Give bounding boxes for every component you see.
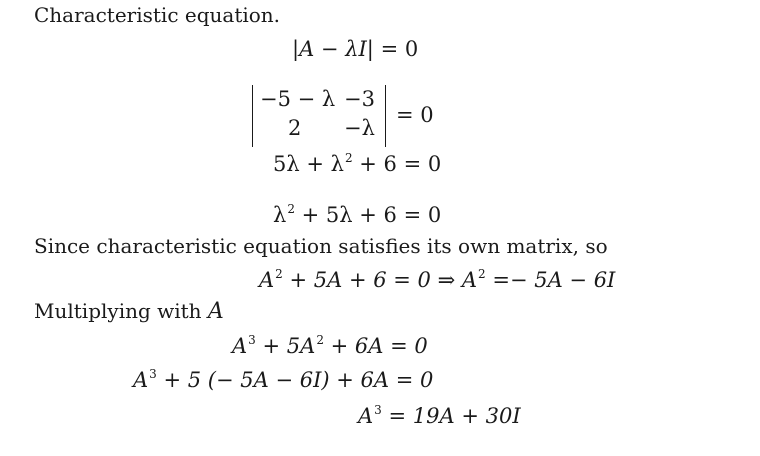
det-open-bar: | — [292, 37, 300, 61]
multiplying-label: Multiplying with — [34, 299, 202, 323]
eq5-rest1: + 5A + 6 = 0 ⇒ A — [289, 268, 478, 292]
multiplying-text — [34, 299, 224, 324]
eq6-mid: + 5A — [262, 334, 316, 358]
eq3-lhs: 5λ + λ — [273, 152, 344, 176]
equation-4 — [273, 202, 441, 231]
matrix-r2c2: −λ — [344, 116, 375, 140]
eq3-rest: + 6 = 0 — [359, 152, 442, 176]
eq6-a: A — [232, 334, 248, 358]
equation-5 — [259, 267, 615, 296]
matrix-rhs: = 0 — [396, 103, 434, 127]
det-lhs: A − λI — [299, 37, 367, 61]
multiplying-var: A — [207, 299, 224, 324]
equation-7 — [133, 367, 433, 396]
det-close-bar: | — [366, 37, 374, 61]
eq6-rest: + 6A = 0 — [330, 334, 428, 358]
since-text: Since characteristic equation satisfies its own matrix, so — [34, 234, 608, 258]
equation-3 — [273, 151, 441, 180]
det-rhs: = 0 — [380, 37, 419, 61]
eq5-exp2: 2 — [478, 267, 486, 281]
equation-6 — [232, 333, 428, 362]
eq7-rest: + 5 (− 5A − 6I) + 6A = 0 — [163, 368, 434, 392]
matrix-determinant — [250, 85, 390, 147]
matrix-r2c1: 2 — [288, 116, 302, 140]
eq7-exp1: 3 — [149, 367, 157, 381]
matrix-r1c1: −5 − λ — [260, 87, 336, 111]
eq8-a: A — [358, 404, 374, 428]
eq4-rest: + 5λ + 6 = 0 — [301, 203, 442, 227]
eq6-exp2: 2 — [316, 333, 324, 347]
eq3-exp: 2 — [344, 151, 353, 165]
det-right-bar — [385, 85, 386, 147]
equation-8 — [358, 403, 521, 432]
intro-text: Characteristic equation. — [34, 3, 281, 27]
eq5-rest2: =− 5A − 6I — [492, 268, 616, 292]
eq8-rest: = 19A + 30I — [388, 404, 521, 428]
matrix-r1c2: −3 — [344, 87, 375, 111]
det-left-bar — [252, 85, 253, 147]
eq7-a: A — [133, 368, 149, 392]
eq5-a: A — [259, 268, 275, 292]
eq4-exp: 2 — [287, 202, 295, 216]
eq6-exp1: 3 — [248, 333, 256, 347]
eq5-exp: 2 — [275, 267, 283, 281]
eq4-pre: λ — [273, 203, 287, 227]
eq8-exp1: 3 — [374, 403, 382, 417]
determinant-equation — [292, 36, 418, 62]
